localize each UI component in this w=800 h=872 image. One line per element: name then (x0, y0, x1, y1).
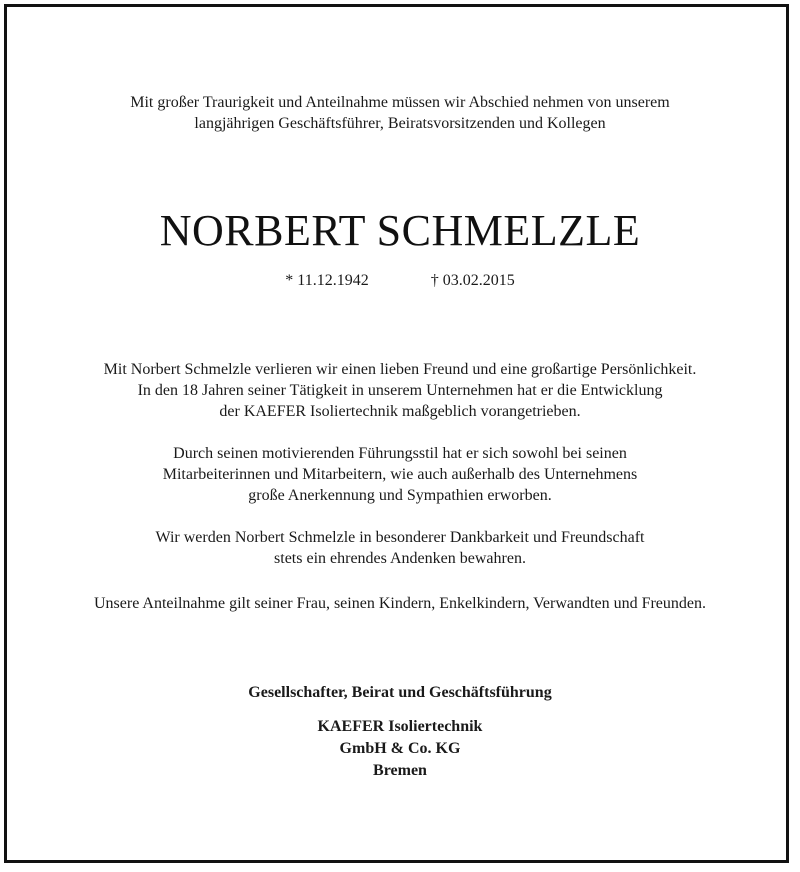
paragraph-2-line-3: große Anerkennung und Sympathien erworben. (248, 487, 552, 504)
intro-line-2: langjährigen Geschäftsführer, Beiratsvorsitzenden und Kollegen (194, 115, 606, 132)
paragraph-3-line-1: Wir werden Norbert Schmelzle in besonderer Dankbarkeit und Freundschaft (155, 529, 645, 546)
signature-company-line-2: GmbH & Co. KG (339, 740, 461, 757)
paragraph-2-line-2: Mitarbeiterinnen und Mitarbeitern, wie auch außerhalb des Unternehmens (162, 466, 638, 483)
death-date: † 03.02.2015 (430, 272, 515, 289)
birth-date: * 11.12.1942 (285, 272, 369, 289)
signature-group: Gesellschafter, Beirat und Geschäftsführung (248, 684, 552, 701)
signature-company-line-1: KAEFER Isoliertechnik (317, 718, 483, 735)
signature-city: Bremen (373, 762, 427, 779)
paragraph-1-line-1: Mit Norbert Schmelzle verlieren wir einen lieben Freund und eine großartige Persönlichkeit. (103, 361, 697, 378)
paragraph-3-line-2: stets ein ehrendes Andenken bewahren. (274, 550, 526, 567)
paragraph-2-line-1: Durch seinen motivierenden Führungsstil hat er sich sowohl bei seinen (173, 445, 627, 462)
paragraph-1-line-2: In den 18 Jahren seiner Tätigkeit in unserem Unternehmen hat er die Entwicklung (137, 382, 663, 399)
intro-line-1: Mit großer Traurigkeit und Anteilnahme müssen wir Abschied nehmen von unserem (130, 94, 670, 111)
paragraph-4-line-1: Unsere Anteilnahme gilt seiner Frau, seinen Kindern, Enkelkindern, Verwandten und Freunden. (94, 595, 706, 612)
life-dates (0, 270, 800, 292)
deceased-name: NORBERT SCHMELZLE (159, 206, 641, 255)
paragraph-1-line-3: der KAEFER Isoliertechnik maßgeblich vorangetrieben. (219, 403, 581, 420)
